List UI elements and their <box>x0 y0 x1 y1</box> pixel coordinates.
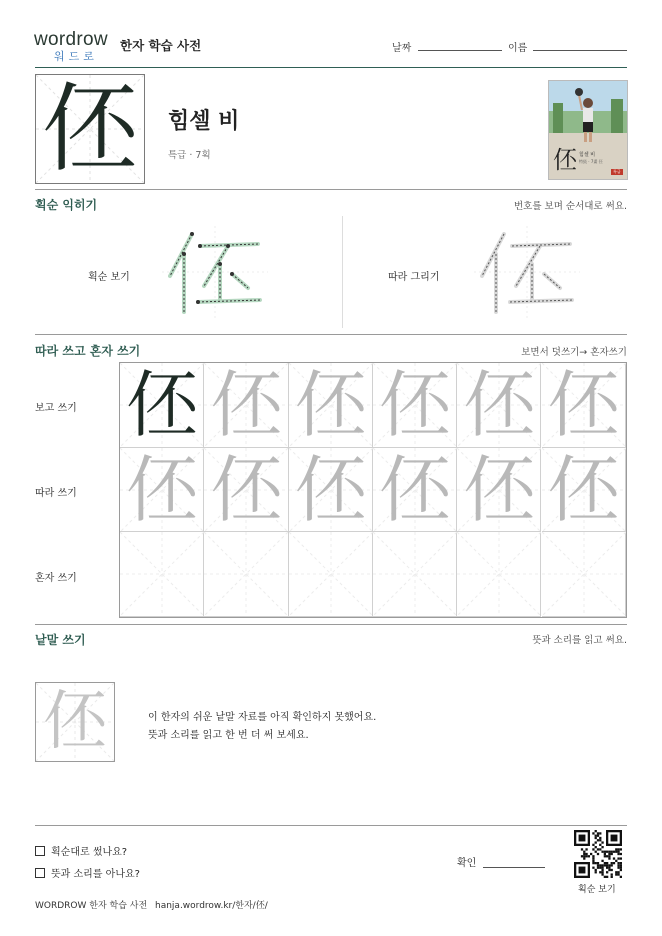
cover-badge: 특급 <box>613 169 621 174</box>
word-message-line2: 뜻과 소리를 읽고 한 번 더 써 보세요. <box>148 730 309 741</box>
guide-lines <box>373 532 457 616</box>
practice-section-title: 따라 쓰고 혼자 쓰기 <box>35 344 141 358</box>
practice-cell[interactable] <box>120 363 204 448</box>
footer-url[interactable]: hanja.wordrow.kr/한자/伾/ <box>155 901 268 911</box>
stroke-trace-diagram[interactable] <box>474 226 580 318</box>
word-character-box <box>35 682 115 762</box>
word-section-title: 낱말 쓰기 <box>35 633 86 647</box>
row-label-trace: 따라 쓰기 <box>35 488 77 499</box>
word-character: 伾 <box>43 685 107 759</box>
practice-section-note: 보면서 덧쓰기→ 혼자쓰기 <box>521 347 627 358</box>
practice-cell[interactable] <box>204 532 288 617</box>
name-label: 이름 <box>508 43 528 54</box>
stroke-section-note: 번호를 보며 순서대로 써요. <box>513 201 627 212</box>
trace-character: 伾 <box>547 363 620 447</box>
practice-cell[interactable] <box>204 363 288 448</box>
date-field[interactable] <box>418 49 502 51</box>
guide-lines <box>204 532 288 616</box>
checkbox[interactable] <box>35 868 45 878</box>
practice-cell[interactable] <box>289 448 373 533</box>
stroke-section-title: 획순 익히기 <box>35 198 98 212</box>
trace-character: 伾 <box>294 363 367 447</box>
row-label-look: 보고 쓰기 <box>35 403 77 414</box>
logo-subtext: 워드로 <box>54 50 98 63</box>
practice-cell[interactable] <box>542 363 626 448</box>
checkbox[interactable] <box>35 846 45 856</box>
cover-title: 힘셀 비 <box>579 152 596 158</box>
trace-character: 伾 <box>126 447 199 532</box>
date-label: 날짜 <box>392 43 412 54</box>
divider <box>35 825 627 826</box>
checklist-item-meaning[interactable] <box>35 865 140 880</box>
trace-character: 伾 <box>210 447 283 532</box>
guide-lines <box>289 532 373 616</box>
checklist-item-stroke[interactable] <box>35 843 127 858</box>
main-character: 伾 <box>42 73 138 185</box>
cover-illustration <box>548 80 628 180</box>
stroke-divider <box>342 216 343 328</box>
confirm-label: 확인 <box>457 858 477 869</box>
practice-cell[interactable] <box>204 448 288 533</box>
practice-cell[interactable] <box>289 532 373 617</box>
logo-text: wordrow <box>34 29 108 50</box>
practice-cell[interactable] <box>373 363 457 448</box>
cover-char: 伾 <box>553 146 577 174</box>
word-message-line1: 이 한자의 쉬운 낱말 자료를 아직 확인하지 못했어요. <box>148 712 377 723</box>
practice-cell[interactable] <box>457 532 541 617</box>
logo <box>34 30 114 66</box>
stroke-view-label: 획순 보기 <box>88 272 130 283</box>
app-title: 한자 학습 사전 <box>120 38 202 53</box>
practice-cell[interactable] <box>373 532 457 617</box>
trace-character: 伾 <box>379 363 452 447</box>
row-label-alone: 혼자 쓰기 <box>35 573 77 584</box>
practice-cell[interactable] <box>120 532 204 617</box>
trace-character: 伾 <box>379 447 452 532</box>
header-divider <box>35 67 627 68</box>
trace-character: 伾 <box>463 363 536 447</box>
trace-character: 伾 <box>547 447 620 532</box>
trace-character: 伾 <box>294 447 367 532</box>
checklist-label: 뜻과 소리를 아나요? <box>51 869 140 880</box>
footer-brand: WORDROW 한자 학습 사전 <box>35 901 148 911</box>
stroke-order-diagram <box>162 226 268 318</box>
practice-cell[interactable] <box>457 363 541 448</box>
divider <box>35 624 627 625</box>
practice-cell[interactable] <box>457 448 541 533</box>
practice-cell[interactable] <box>289 363 373 448</box>
practice-cell[interactable] <box>542 532 626 617</box>
guide-lines <box>457 532 541 616</box>
word-section-note: 뜻과 소리를 읽고 써요. <box>532 635 627 646</box>
guide-lines <box>120 532 204 616</box>
model-character: 伾 <box>126 363 199 447</box>
stroke-trace-label: 따라 그리기 <box>388 272 440 283</box>
character-meta: 특급 · 7획 <box>168 150 211 161</box>
guide-lines <box>542 532 626 616</box>
name-field[interactable] <box>533 49 627 51</box>
practice-cell[interactable] <box>373 448 457 533</box>
divider <box>35 189 627 190</box>
practice-grid <box>119 362 627 618</box>
main-character-box <box>35 74 145 184</box>
trace-character: 伾 <box>210 363 283 447</box>
practice-cell[interactable] <box>120 448 204 533</box>
divider <box>35 334 627 335</box>
cover-caption: 特級 · 7畫 伾 <box>579 159 603 164</box>
qr-code[interactable] <box>574 830 622 878</box>
qr-label: 획순 보기 <box>578 885 616 895</box>
practice-cell[interactable] <box>542 448 626 533</box>
character-meaning: 힘셀 비 <box>168 109 240 134</box>
checklist-label: 획순대로 썼나요? <box>51 847 128 858</box>
trace-character: 伾 <box>463 447 536 532</box>
confirm-field[interactable] <box>483 866 545 868</box>
